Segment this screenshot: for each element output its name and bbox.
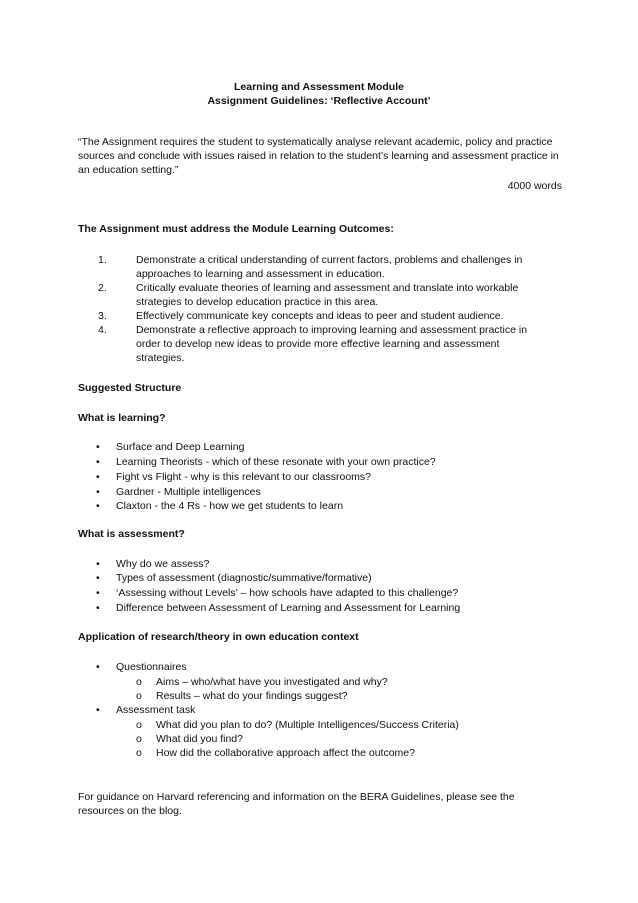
outcome-number: 1. — [98, 254, 107, 266]
outcome-text: Demonstrate a reflective approach to improving learning and assessment practice in order to develop new ideas to provide more effective learning and assessment strategies. — [136, 324, 528, 364]
bullet-icon: • — [96, 587, 100, 599]
sub-bullet-text: How did the collaborative approach affect the outcome? — [156, 747, 415, 759]
bullet-text: Difference between Assessment of Learning and Assessment for Learning — [116, 602, 461, 614]
bullet-text: Fight vs Flight - why is this relevant to our classrooms? — [116, 471, 372, 483]
bullet-text: Assessment task — [116, 704, 196, 716]
sub-bullet-text: What did you find? — [156, 733, 243, 745]
bullet-icon: • — [96, 486, 100, 498]
sub-bullet-text: Aims – who/what have you investigated and why? — [156, 676, 388, 688]
bullet-icon: • — [96, 500, 100, 512]
bullet-text: Claxton - the 4 Rs - how we get students to learn — [116, 500, 344, 512]
application-heading: Application of research/theory in own education context — [78, 631, 359, 643]
bullet-text: Types of assessment (diagnostic/summative/formative) — [116, 572, 372, 584]
outcome-text: Demonstrate a critical understanding of current factors, problems and challenges in approaches to learning and assessment in education. — [136, 254, 523, 280]
assessment-heading: What is assessment? — [78, 528, 185, 540]
bullet-text: Surface and Deep Learning — [116, 441, 245, 453]
bullet-text: ‘Assessing without Levels’ – how schools have adapted to this challenge? — [116, 587, 459, 599]
learning-heading: What is learning? — [78, 412, 166, 424]
harvard-guidance-note: For guidance on Harvard referencing and information on the BERA Guidelines, please see the resources on the blog. — [78, 791, 515, 817]
bullet-text: Questionnaires — [116, 661, 187, 673]
sub-bullet-icon: o — [136, 676, 142, 688]
sub-bullet-text: What did you plan to do? (Multiple Intelligences/Success Criteria) — [156, 719, 459, 731]
document-title — [0, 80, 638, 108]
bullet-icon: • — [96, 558, 100, 570]
bullet-icon: • — [96, 572, 100, 584]
bullet-icon: • — [96, 456, 100, 468]
outcome-number: 3. — [98, 310, 107, 322]
sub-bullet-icon: o — [136, 747, 142, 759]
outcome-text: Effectively communicate key concepts and ideas to peer and student audience. — [136, 310, 504, 322]
sub-bullet-icon: o — [136, 690, 142, 702]
bullet-icon: • — [96, 661, 100, 673]
title-line-2: Assignment Guidelines: ‘Reflective Account’ — [207, 95, 431, 107]
sub-bullet-icon: o — [136, 719, 142, 731]
sub-bullet-text: Results – what do your findings suggest? — [156, 690, 348, 702]
bullet-icon: • — [96, 441, 100, 453]
bullet-text: Gardner - Multiple intelligences — [116, 486, 261, 498]
bullet-text: Learning Theorists - which of these resonate with your own practice? — [116, 456, 436, 468]
bullet-icon: • — [96, 704, 100, 716]
bullet-icon: • — [96, 602, 100, 614]
word-count: 4000 words — [507, 180, 562, 192]
outcome-text: Critically evaluate theories of learning and assessment and translate into workable strategies to develop education practice in this area. — [136, 282, 519, 308]
bullet-icon: • — [96, 471, 100, 483]
outcomes-heading: The Assignment must address the Module Learning Outcomes: — [78, 223, 394, 235]
assignment-quote: “The Assignment requires the student to systematically analyse relevant academic, policy and practice sources and conclude with issues raised in relation to the student’s learning and assessment practice in an education setting.” — [78, 136, 559, 176]
structure-heading: Suggested Structure — [78, 382, 182, 394]
outcome-number: 4. — [98, 324, 107, 336]
outcome-number: 2. — [98, 282, 107, 294]
bullet-text: Why do we assess? — [116, 558, 210, 570]
title-line-1: Learning and Assessment Module — [234, 81, 404, 93]
sub-bullet-icon: o — [136, 733, 142, 745]
